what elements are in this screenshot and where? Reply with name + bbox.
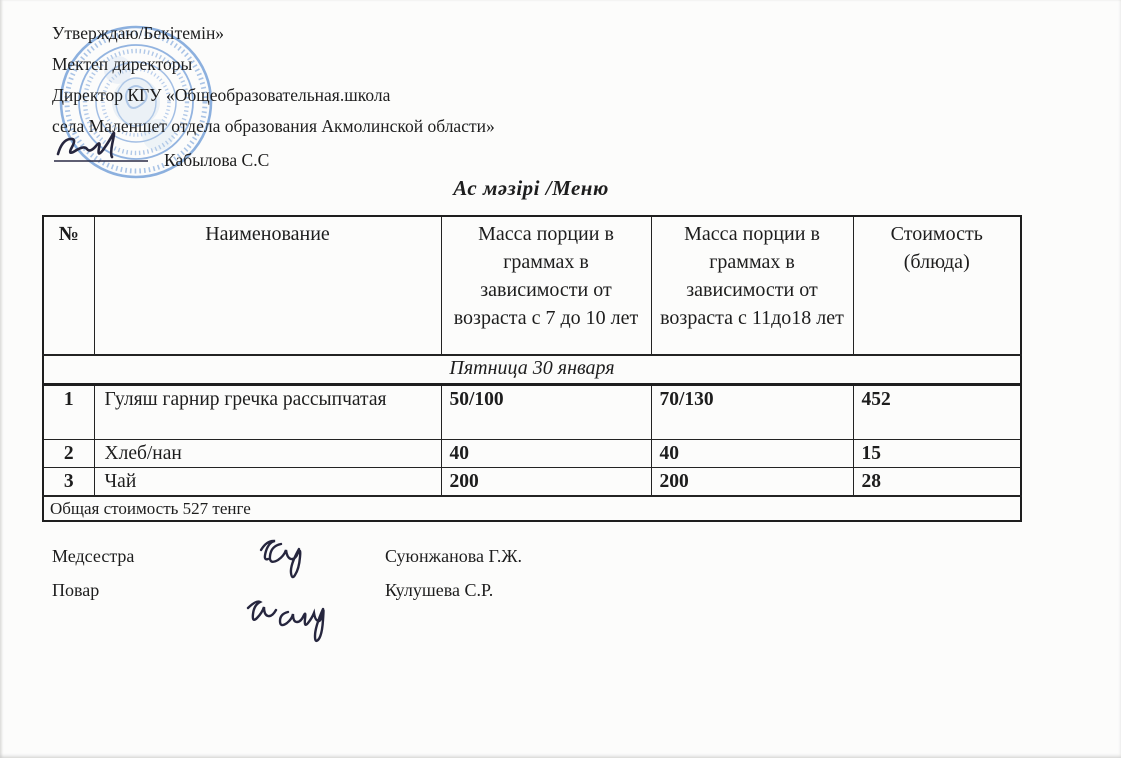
table-row <box>43 440 1021 468</box>
day-header-row <box>43 355 1021 385</box>
day-header: Пятница 30 января <box>43 355 1021 385</box>
approval-line: села Маленшет отдела образования Акмолинской области» <box>52 116 495 136</box>
row-number: 3 <box>43 468 94 497</box>
total-row <box>43 496 1021 521</box>
mass-11-18-value: 70/130 <box>651 385 853 440</box>
column-header-number: № <box>43 216 94 355</box>
signatures-block <box>52 538 612 606</box>
mass-11-18-value: 200 <box>651 468 853 497</box>
mass-11-18-value: 40 <box>651 440 853 468</box>
table-row <box>43 468 1021 497</box>
column-header-mass-11-18: Масса порции в граммах в зависимости от возраста с 11до18 лет <box>651 216 853 355</box>
handwritten-signature-icon <box>247 532 347 585</box>
table-row <box>43 385 1021 440</box>
column-header-name: Наименование <box>94 216 441 355</box>
approval-line: Директор КГУ «Общеобразовательная.школа <box>52 85 391 105</box>
director-name: Кабылова С.С <box>164 150 270 170</box>
dish-name: Гуляш гарнир гречка рассыпчатая <box>94 385 441 440</box>
column-header-cost: Стоимость (блюда) <box>853 216 1021 355</box>
role-label: Медсестра <box>52 546 135 566</box>
cost-value: 452 <box>853 385 1021 440</box>
page-title: Ас мәзірі /Меню <box>453 176 609 200</box>
person-name: Суюнжанова Г.Ж. <box>385 546 522 566</box>
mass-7-10-value: 50/100 <box>441 385 651 440</box>
director-signature-icon <box>52 130 160 176</box>
cost-value: 28 <box>853 468 1021 497</box>
row-number: 1 <box>43 385 94 440</box>
menu-table <box>42 215 1022 522</box>
cost-value: 15 <box>853 440 1021 468</box>
dish-name: Чай <box>94 468 441 497</box>
dish-name: Хлеб/нан <box>94 440 441 468</box>
column-header-mass-7-10: Масса порции в граммах в зависимости от возраста с 7 до 10 лет <box>441 216 651 355</box>
table-header-row <box>43 216 1021 355</box>
role-label: Повар <box>52 580 100 600</box>
mass-7-10-value: 40 <box>441 440 651 468</box>
row-number: 2 <box>43 440 94 468</box>
person-name: Кулушева С.Р. <box>385 580 494 600</box>
approval-block <box>52 18 495 176</box>
mass-7-10-value: 200 <box>441 468 651 497</box>
approval-line: Мектеп директоры <box>52 54 193 74</box>
total-cost: Общая стоимость 527 тенге <box>43 496 1021 521</box>
approval-line: Утверждаю/Бекітемін» <box>52 23 225 43</box>
signature-row-nurse <box>52 538 612 572</box>
handwritten-signature-icon <box>240 592 370 649</box>
